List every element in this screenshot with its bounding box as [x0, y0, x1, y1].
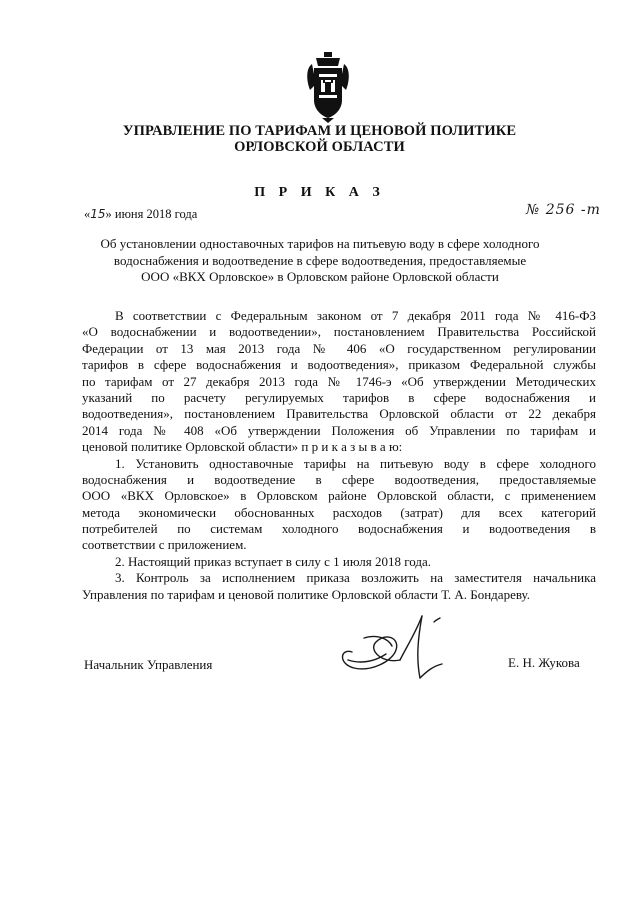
- subject-line: водоснабжения и водоотведение в сфере водоотведения, предоставляемые: [113, 252, 527, 268]
- date-open-quote: «: [84, 207, 91, 221]
- date-month-year: июня 2018 года: [111, 207, 198, 221]
- body-line: водоотведения», постановлением Правительства Орловской области от 22 декабря: [82, 406, 596, 422]
- subject-line: Об установлении одноставочных тарифов на питьевую воду в сфере холодного: [100, 236, 540, 251]
- body-line: В соответствии с Федеральным законом от 7 декабря 2011 года № 416-ФЗ: [115, 308, 596, 323]
- body-line: «О водоснабжении и водоотведении», постановлением Правительства Российской: [82, 324, 596, 340]
- order-body: [82, 308, 596, 603]
- body-line: 2014 года № 408 «Об утверждении Положения об Управлении по тарифам и: [82, 422, 596, 438]
- signatory-name: Е. Н. Жукова: [508, 655, 580, 670]
- subject-line: ООО «ВКХ Орловское» в Орловском районе Орловской области: [141, 269, 499, 284]
- body-line: 3. Контроль за исполнением приказа возложить на заместителя начальника: [115, 570, 596, 586]
- body-line: тарифов в сфере водоснабжения и водоотведения», приказом Федеральной службы: [82, 357, 596, 373]
- body-line: водоснабжения и водоотведение в сфере водоотведения, предоставляемые: [82, 471, 596, 487]
- body-line: соответствии с приложением.: [82, 537, 247, 553]
- coat-of-arms-icon: [302, 50, 354, 124]
- date-day-handwritten: 15: [90, 207, 106, 221]
- handwritten-signature-icon: [330, 608, 460, 688]
- body-line: метода экономически обоснованных расходов (затрат) для всех категорий: [82, 504, 596, 520]
- organization-name-line2: ОРЛОВСКОЙ ОБЛАСТИ: [234, 139, 405, 155]
- document-title: П Р И К А З: [254, 185, 385, 200]
- order-subject: [70, 236, 570, 286]
- order-date: [84, 207, 197, 222]
- body-line: потребителей по системам холодного водоснабжения и водоотведения в: [82, 521, 596, 537]
- body-line: 2. Настоящий приказ вступает в силу с 1 июля 2018 года.: [115, 553, 432, 569]
- body-line: по тарифам от 27 декабря 2013 года № 1746-э «Об утверждении Методических: [82, 373, 596, 389]
- signatory-position: Начальник Управления: [84, 657, 213, 672]
- date-close-quote: »: [105, 207, 112, 221]
- body-line: Управления по тарифам и ценовой политике Орловской области Т. А. Бондареву.: [82, 586, 530, 602]
- body-line: ценовой политике Орловской области» п р и к а з ы в а ю:: [82, 439, 403, 455]
- body-line: ООО «ВКХ Орловское» в Орловском районе Орловской области, с применением: [82, 488, 596, 504]
- body-line: Федерации от 13 мая 2013 года № 406 «О государственном регулировании: [82, 340, 596, 356]
- organization-name-line1: УПРАВЛЕНИЕ ПО ТАРИФАМ И ЦЕНОВОЙ ПОЛИТИКЕ: [122, 123, 517, 139]
- body-line: 1. Установить одноставочные тарифы на питьевую воду в сфере холодного: [115, 455, 596, 471]
- body-line: указаний по расчету регулируемых тарифов в сфере водоснабжения и: [82, 389, 596, 405]
- order-number: № 256 -т: [526, 202, 601, 218]
